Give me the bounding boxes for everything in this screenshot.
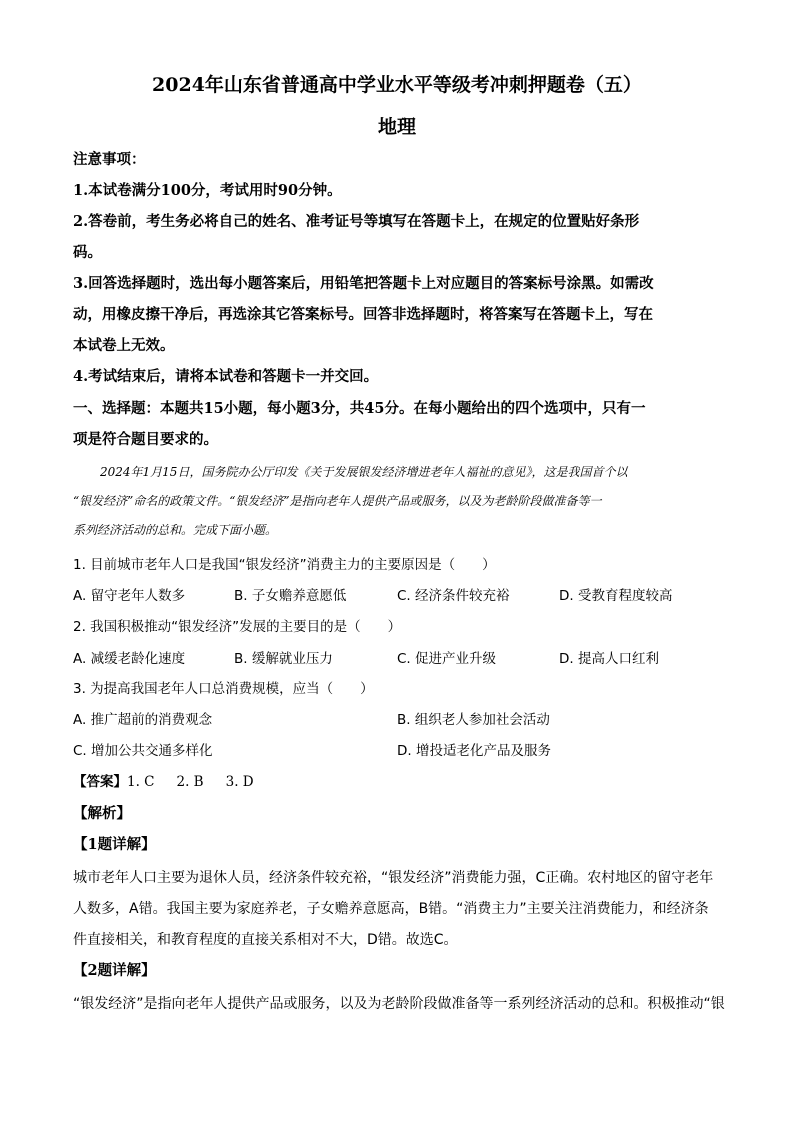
answer-value: 2. B	[176, 774, 204, 790]
intro-line: 系列经济活动的总和。完成下面小题。	[73, 523, 278, 537]
question-stem: 2. 我国积极推动“银发经济”发展的主要目的是（ ）	[73, 619, 402, 635]
option-a: A. 减缓老龄化速度	[73, 651, 186, 667]
intro-line: 2024年1月15日，国务院办公厅印发《关于发展银发经济增进老年人福祉的意见》，这是我国首个以	[100, 465, 628, 479]
question-stem: 1. 目前城市老年人口是我国“银发经济”消费主力的主要原因是（ ）	[73, 557, 496, 573]
section-heading: 一、选择题：本题共15小题，每小题3分，共45分。在每小题给出的四个选项中，只有一	[73, 400, 646, 417]
subject-title: 地理	[377, 116, 416, 138]
option-d: D. 提高人口红利	[559, 651, 659, 667]
detail-line: 人数多，A错。我国主要为家庭养老，子女赡养意愿高，B错。“消费主力”主要关注消费能力，和经济条	[73, 901, 709, 917]
section-heading: 项是符合题目要求的。	[73, 431, 218, 448]
notice-line: 本试卷上无效。	[73, 337, 175, 354]
option-a: A. 推广超前的消费观念	[73, 712, 213, 728]
option-d: D. 增投适老化产品及服务	[397, 743, 551, 759]
answer-row	[73, 772, 276, 792]
option-c: C. 经济条件较充裕	[397, 588, 510, 604]
notice-line: 码。	[73, 244, 102, 261]
option-a: A. 留守老年人数多	[73, 588, 186, 604]
notice-line: 4.考试结束后，请将本试卷和答题卡一并交回。	[73, 368, 379, 385]
notice-line: 3.回答选择题时，选出每小题答案后，用铅笔把答题卡上对应题目的答案标号涂黑。如需改	[73, 275, 654, 292]
detail-line: “银发经济”是指向老年人提供产品或服务，以及为老龄阶段做准备等一系列经济活动的总和。积极推动“银	[73, 996, 725, 1012]
intro-line: “银发经济”命名的政策文件。“银发经济”是指向老年人提供产品或服务，以及为老龄阶段做准备等一	[73, 494, 602, 508]
detail-line: 件直接相关，和教育程度的直接关系相对不大，D错。故选C。	[73, 932, 458, 948]
analysis-label: 【解析】	[73, 805, 131, 822]
option-c: C. 增加公共交通多样化	[73, 743, 213, 759]
detail-label: 【1题详解】	[73, 836, 156, 853]
option-b: B. 子女赡养意愿低	[234, 588, 347, 604]
page-title: 2024年山东省普通高中学业水平等级考冲刺押题卷（五）	[152, 74, 642, 96]
notice-heading: 注意事项：	[73, 151, 146, 168]
notice-line: 1.本试卷满分100分，考试用时90分钟。	[73, 182, 342, 199]
answer-label: 【答案】	[73, 774, 127, 790]
answer-value: 1. C	[127, 774, 155, 790]
notice-line: 2.答卷前，考生务必将自己的姓名、准考证号等填写在答题卡上，在规定的位置贴好条形	[73, 213, 640, 230]
notice-line: 动，用橡皮擦干净后，再选涂其它答案标号。回答非选择题时，将答案写在答题卡上，写在	[73, 306, 653, 323]
detail-label: 【2题详解】	[73, 962, 156, 979]
question-stem: 3. 为提高我国老年人口总消费规模，应当（ ）	[73, 681, 374, 697]
answer-value: 3. D	[225, 774, 254, 790]
detail-line: 城市老年人口主要为退休人员，经济条件较充裕，“银发经济”消费能力强，C正确。农村地区的留守老年	[73, 870, 714, 886]
option-c: C. 促进产业升级	[397, 651, 497, 667]
option-b: B. 缓解就业压力	[234, 651, 333, 667]
option-d: D. 受教育程度较高	[559, 588, 673, 604]
option-b: B. 组织老人参加社会活动	[397, 712, 550, 728]
